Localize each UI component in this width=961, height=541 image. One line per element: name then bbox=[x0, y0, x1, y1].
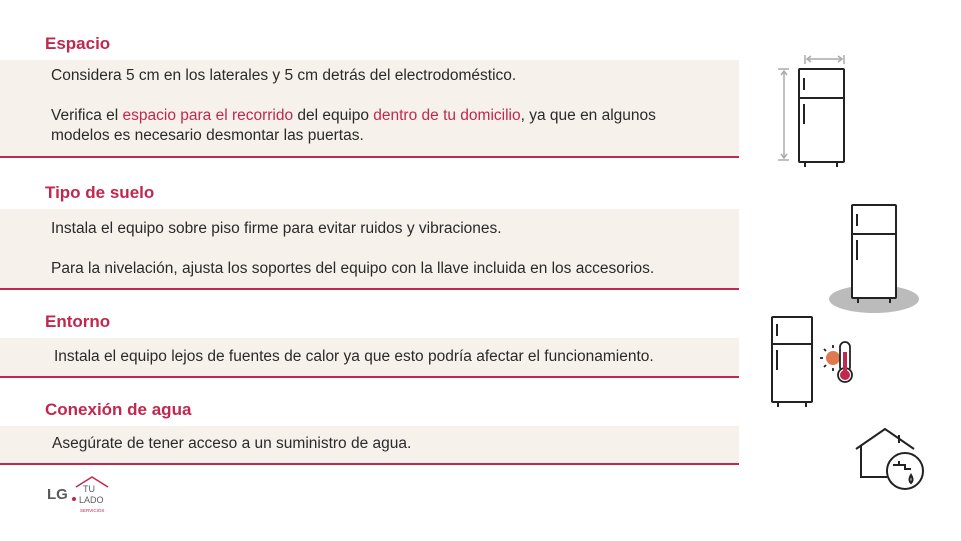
section-suelo-panel bbox=[0, 209, 739, 290]
espacio-highlight-recorrido: espacio para el recorrido bbox=[122, 107, 294, 124]
section-title-entorno: Entorno bbox=[45, 312, 111, 331]
svg-text:TU: TU bbox=[83, 484, 95, 494]
section-entorno-panel bbox=[0, 338, 739, 378]
fridge-dimensions-icon bbox=[775, 52, 850, 172]
suelo-text-1: Instala el equipo sobre piso firme para evitar ruidos y vibraciones. bbox=[51, 220, 502, 237]
house-water-icon bbox=[853, 425, 928, 493]
espacio-text-3: modelos es necesario desmontar las puertas. bbox=[51, 127, 364, 144]
section-title-suelo: Tipo de suelo bbox=[45, 183, 155, 202]
section-title-espacio: Espacio bbox=[45, 34, 111, 53]
svg-text:LADO: LADO bbox=[79, 495, 104, 505]
svg-text:LG: LG bbox=[47, 486, 68, 503]
espacio-text-2 bbox=[51, 106, 739, 126]
espacio-text-2b: del equipo bbox=[293, 107, 374, 124]
espacio-highlight-domicilio: dentro de tu domicilio bbox=[373, 107, 521, 124]
espacio-text-1: Considera 5 cm en los laterales y 5 cm detrás del electrodoméstico. bbox=[51, 67, 517, 84]
lg-tu-lado-logo bbox=[46, 475, 116, 515]
espacio-text-2a: Verifica el bbox=[51, 107, 123, 124]
fridge-floor-icon bbox=[826, 202, 922, 317]
suelo-text-2: Para la nivelación, ajusta los soportes del equipo con la llave incluida en los accesorios. bbox=[51, 260, 655, 277]
section-espacio-panel bbox=[0, 60, 739, 158]
fridge-heat-icon bbox=[768, 314, 863, 410]
agua-text-1: Asegúrate de tener acceso a un suministro de agua. bbox=[52, 435, 412, 452]
entorno-text-1: Instala el equipo lejos de fuentes de calor ya que esto podría afectar el funcionamiento. bbox=[54, 348, 654, 365]
espacio-text-2c: , ya que en algunos bbox=[520, 107, 656, 124]
section-title-agua: Conexión de agua bbox=[45, 400, 192, 419]
svg-text:SERVICIOS: SERVICIOS bbox=[80, 508, 105, 513]
section-agua-panel bbox=[0, 426, 739, 465]
